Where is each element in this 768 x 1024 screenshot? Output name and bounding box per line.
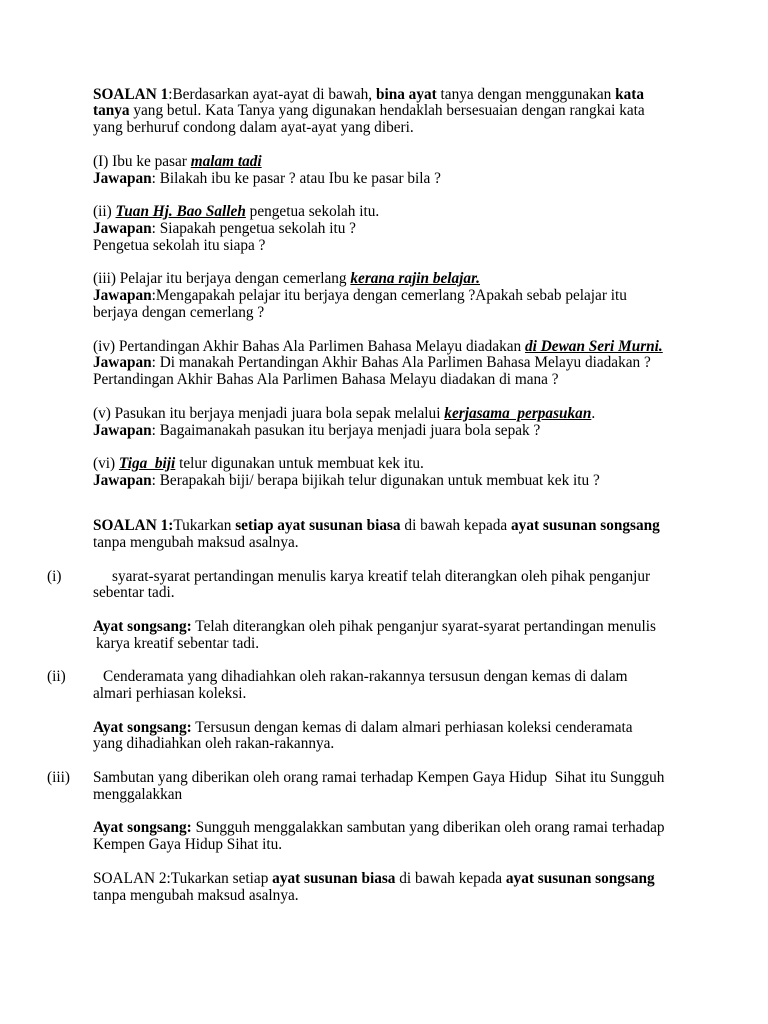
- instruction-text: di bawah kepada: [395, 869, 506, 887]
- sentence-line: [93, 585, 733, 602]
- answer-line: [93, 473, 733, 490]
- question-line: [93, 456, 733, 473]
- question-item-6: [93, 456, 733, 490]
- question-line: [93, 271, 733, 288]
- sentence-line: [47, 567, 733, 586]
- answer-line: [93, 423, 733, 440]
- instruction-line: [93, 888, 733, 905]
- answer-line: [93, 221, 733, 238]
- question-text: (vi): [93, 455, 119, 473]
- answer-text: : Bagaimanakah pasukan itu berjaya menjadi juara bola sepak ?: [151, 421, 541, 439]
- instruction-line: [93, 518, 733, 535]
- answer-label: Jawapan: [93, 421, 152, 439]
- instruction-emphasis: setiap ayat susunan biasa: [235, 517, 401, 535]
- answer-text: : Siapakah pengetua sekolah itu ?: [151, 219, 356, 237]
- instruction-line: [93, 535, 733, 552]
- answer-text: Pertandingan Akhir Bahas Ala Parlimen Bahasa Melayu diadakan di mana ?: [93, 371, 559, 389]
- question-line: [93, 339, 733, 356]
- answer-label: Jawapan: [93, 354, 152, 372]
- sentence-line: [47, 769, 733, 787]
- sentence-text: syarat-syarat pertandingan menulis karya kreatif telah diterangkan oleh pihak penganjur: [112, 567, 651, 585]
- sentence-text: sebentar tadi.: [93, 584, 175, 602]
- question-heading: SOALAN 1: [93, 85, 169, 103]
- instruction-emphasis: ayat susunan songsang: [511, 517, 660, 535]
- soalan-1-instruction: [93, 87, 733, 137]
- instruction-text: tanpa mengubah maksud asalnya.: [93, 886, 299, 904]
- document-content: [47, 85, 733, 922]
- question-heading: SOALAN 1:: [93, 517, 174, 535]
- question-line: [93, 204, 733, 221]
- question-text: (I) Ibu ke pasar: [93, 152, 191, 170]
- soalan-2-instruction: [93, 871, 733, 905]
- answer-line: [93, 355, 733, 372]
- instruction-text: di bawah kepada: [400, 517, 512, 535]
- conversion-item-3: [47, 769, 733, 804]
- focus-phrase: Tuan Hj. Bao Salleh: [115, 203, 246, 221]
- answer-text: Telah diterangkan oleh pihak penganjur syarat-syarat pertandingan menulis: [191, 617, 656, 635]
- answer-text: karya kreatif sebentar tadi.: [96, 634, 260, 652]
- answer-line: [93, 736, 733, 753]
- sentence-line: [47, 668, 733, 686]
- question-text: .: [591, 404, 596, 422]
- conversion-item-1: [47, 567, 733, 603]
- answer-line: [93, 238, 733, 255]
- question-item-1: [93, 154, 733, 188]
- sentence-text: Cenderamata yang dihadiahkan oleh rakan-rakannya tersusun dengan kemas di dalam: [103, 668, 628, 686]
- question-item-5: [93, 406, 733, 440]
- answer-text: Kempen Gaya Hidup Sihat itu.: [93, 836, 283, 854]
- question-text: telur digunakan untuk membuat kek itu.: [175, 455, 424, 473]
- answer-text: :Mengapakah pelajar itu berjaya dengan cemerlang ?Apakah sebab pelajar itu: [151, 287, 627, 305]
- soalan-songsang-instruction: [93, 518, 733, 552]
- question-text: (iv) Pertandingan Akhir Bahas Ala Parlimen Bahasa Melayu diadakan: [93, 337, 526, 355]
- sentence-line: [93, 686, 733, 703]
- answer-label: Ayat songsang:: [93, 819, 192, 837]
- instruction-line: [93, 871, 733, 888]
- answer-line: [93, 288, 733, 305]
- answer-text: : Di manakah Pertandingan Akhir Bahas Ala Parlimen Bahasa Melayu diadakan ?: [151, 354, 651, 372]
- instruction-emphasis: ayat susunan songsang: [505, 869, 655, 887]
- focus-phrase: kerana rajin belajar.: [350, 270, 481, 288]
- instruction-emphasis: kata: [615, 85, 645, 103]
- instruction-line: [93, 103, 733, 120]
- question-item-2: [93, 204, 733, 254]
- focus-phrase: di Dewan Seri Murni.: [525, 337, 663, 355]
- answer-line: [93, 837, 733, 854]
- conversion-answer-1: [93, 619, 733, 653]
- question-item-3: [93, 271, 733, 321]
- sentence-text: menggalakkan: [93, 785, 183, 803]
- conversion-item-2: [47, 668, 733, 703]
- question-text: (iii) Pelajar itu berjaya dengan cemerlang: [93, 270, 351, 288]
- instruction-line: [93, 87, 733, 104]
- answer-line: [93, 720, 733, 737]
- conversion-answer-3: [93, 820, 733, 854]
- answer-label: Jawapan: [93, 169, 152, 187]
- answer-text: Pengetua sekolah itu siapa ?: [93, 236, 266, 254]
- answer-line: [93, 619, 733, 636]
- item-number: (i): [47, 567, 62, 585]
- answer-text: : Bilakah ibu ke pasar ? atau Ibu ke pasar bila ?: [151, 169, 441, 187]
- question-text: pengetua sekolah itu.: [245, 203, 380, 221]
- question-line: [93, 406, 733, 423]
- instruction-text: tanpa mengubah maksud asalnya.: [93, 533, 299, 551]
- answer-line: [93, 372, 733, 389]
- conversion-answer-2: [93, 720, 733, 754]
- instruction-text: :Berdasarkan ayat-ayat di bawah,: [168, 85, 376, 103]
- answer-text: Tersusun dengan kemas di dalam almari perhiasan koleksi cenderamata: [191, 718, 633, 736]
- instruction-text: SOALAN 2:Tukarkan setiap: [93, 869, 273, 887]
- instruction-emphasis: bina ayat: [375, 85, 437, 103]
- question-text: (ii): [93, 203, 116, 221]
- answer-line: [93, 636, 733, 653]
- instruction-text: yang berhuruf condong dalam ayat-ayat yang diberi.: [93, 119, 414, 137]
- answer-line: [93, 820, 733, 837]
- sentence-line: [93, 787, 733, 804]
- instruction-text: Tukarkan: [173, 517, 236, 535]
- answer-line: [93, 305, 733, 322]
- answer-label: Jawapan: [93, 471, 152, 489]
- answer-text: yang dihadiahkan oleh rakan-rakannya.: [93, 735, 335, 753]
- sentence-text: almari perhiasan koleksi.: [93, 685, 247, 703]
- question-line: [93, 154, 733, 171]
- focus-phrase: kerjasama perpasukan: [444, 404, 592, 422]
- item-number: (ii): [47, 668, 66, 686]
- instruction-text: yang betul. Kata Tanya yang digunakan hendaklah bersesuaian dengan rangkai kata: [129, 102, 645, 120]
- focus-phrase: malam tadi: [190, 152, 262, 170]
- instruction-line: [93, 120, 733, 137]
- answer-label: Ayat songsang:: [93, 617, 192, 635]
- item-number: (iii): [47, 769, 70, 787]
- question-text: (v) Pasukan itu berjaya menjadi juara bola sepak melalui: [93, 404, 445, 422]
- instruction-emphasis: ayat susunan biasa: [272, 869, 396, 887]
- focus-phrase: Tiga biji: [118, 455, 176, 473]
- answer-label: Jawapan: [93, 287, 152, 305]
- instruction-emphasis: tanya: [93, 102, 130, 120]
- answer-label: Ayat songsang:: [93, 718, 192, 736]
- answer-text: : Berapakah biji/ berapa bijikah telur digunakan untuk membuat kek itu ?: [151, 471, 600, 489]
- sentence-text: Sambutan yang diberikan oleh orang ramai terhadap Kempen Gaya Hidup Sihat itu Sungguh: [93, 769, 665, 787]
- answer-text: Sungguh menggalakkan sambutan yang diberikan oleh orang ramai terhadap: [191, 819, 665, 837]
- answer-line: [93, 171, 733, 188]
- answer-text: berjaya dengan cemerlang ?: [93, 303, 265, 321]
- instruction-text: tanya dengan menggunakan: [436, 85, 616, 103]
- answer-label: Jawapan: [93, 219, 152, 237]
- question-item-4: [93, 339, 733, 389]
